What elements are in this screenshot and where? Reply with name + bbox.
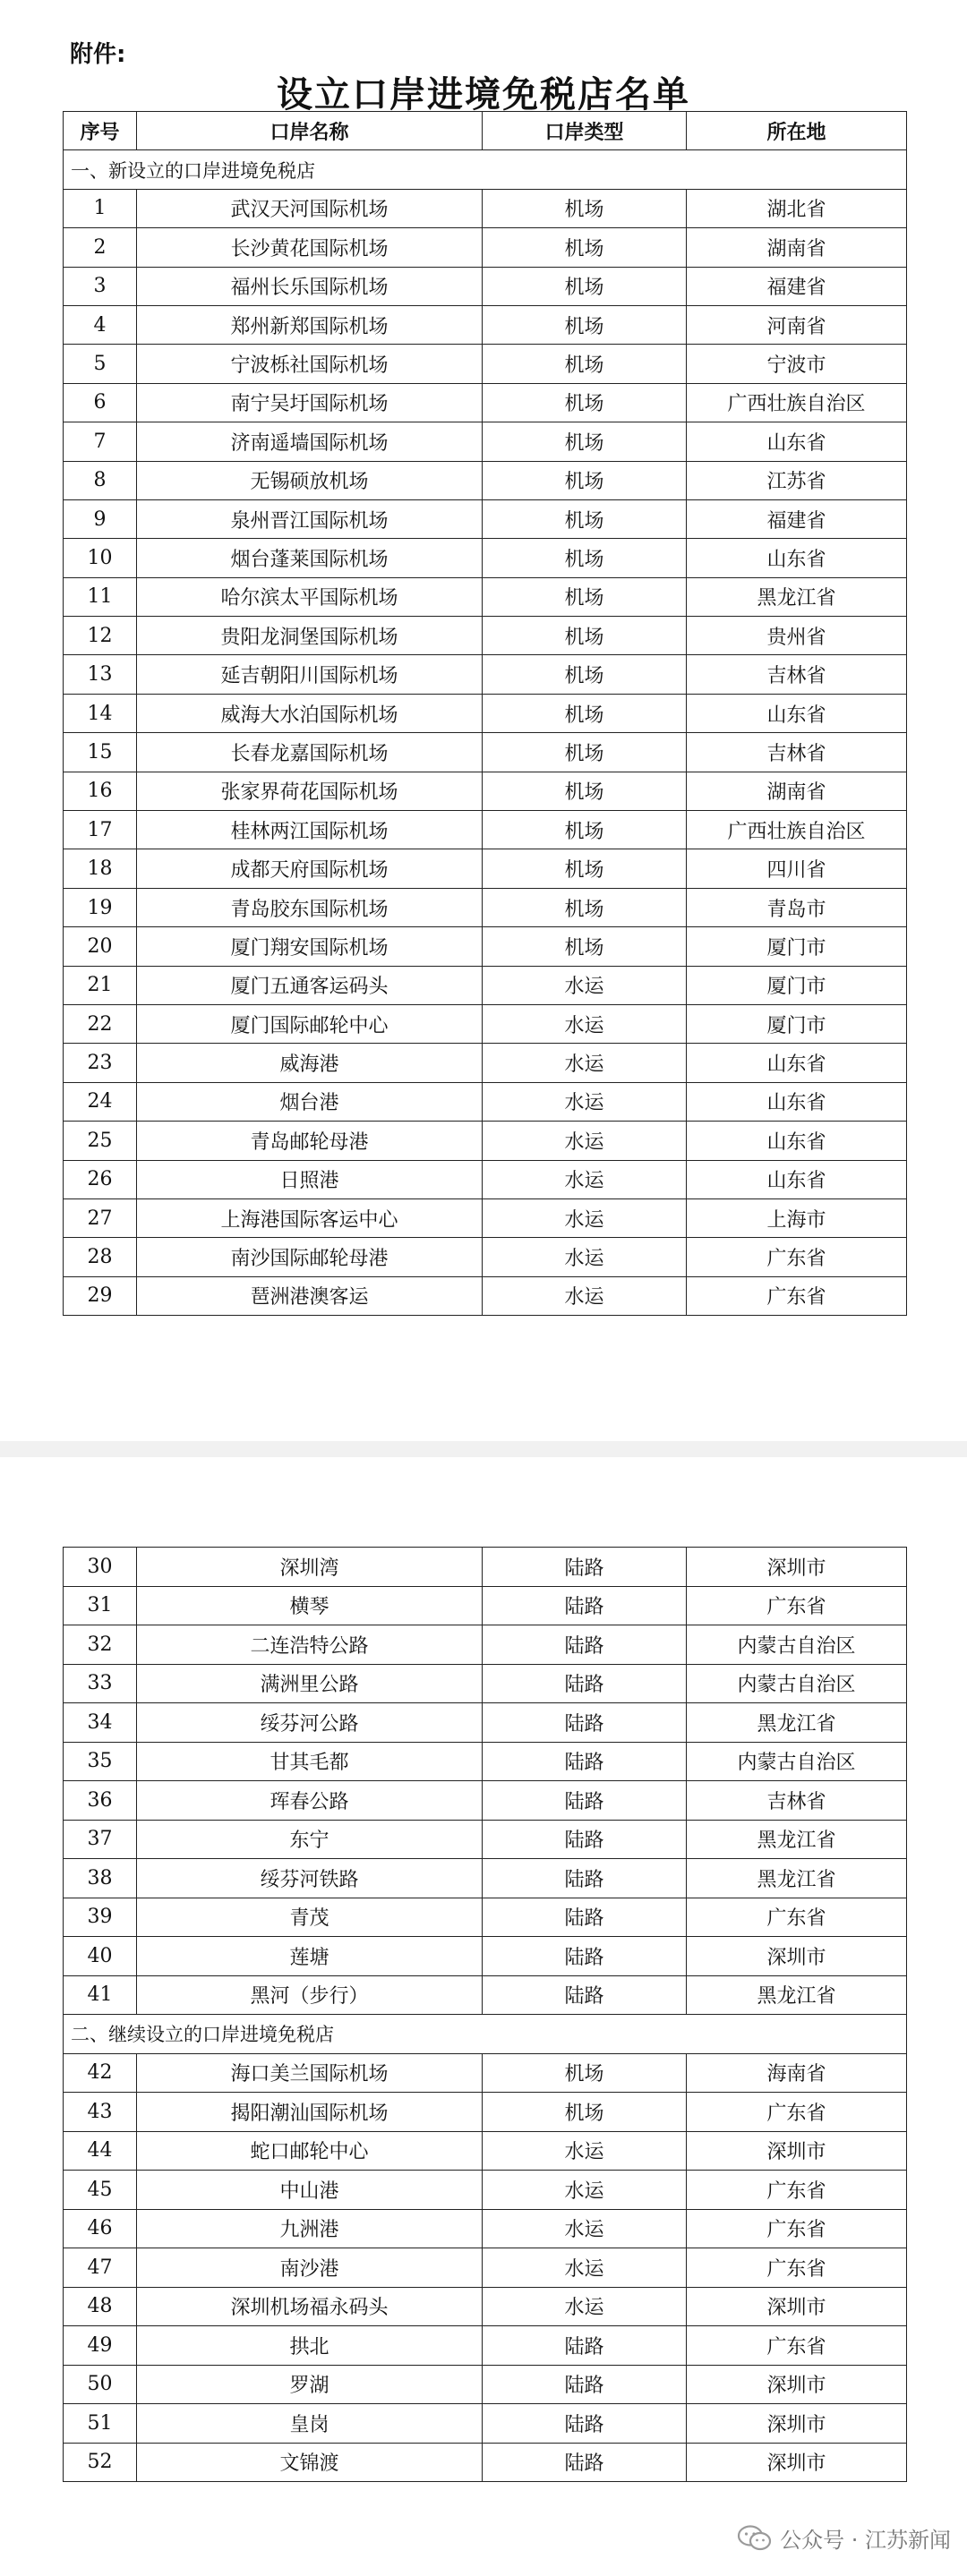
row-port-type: 陆路	[483, 1742, 687, 1781]
row-port-type: 水运	[483, 2287, 687, 2326]
row-port-type: 陆路	[483, 1781, 687, 1821]
row-location: 海南省	[687, 2053, 907, 2093]
row-index: 50	[64, 2365, 137, 2404]
row-port-type: 机场	[483, 694, 687, 732]
duty-free-table-page2	[63, 1547, 907, 2482]
row-port-name: 海口美兰国际机场	[137, 2053, 483, 2093]
row-index: 19	[64, 888, 137, 926]
table-row	[64, 539, 907, 577]
row-index: 38	[64, 1859, 137, 1898]
row-port-name: 哈尔滨太平国际机场	[137, 577, 483, 616]
row-index: 36	[64, 1781, 137, 1821]
row-index: 49	[64, 2326, 137, 2366]
table-row	[64, 189, 907, 227]
row-index: 23	[64, 1044, 137, 1082]
row-location: 黑龙江省	[687, 1703, 907, 1743]
row-location: 广东省	[687, 1238, 907, 1276]
row-port-type: 陆路	[483, 1859, 687, 1898]
row-port-type: 机场	[483, 461, 687, 499]
row-location: 深圳市	[687, 2443, 907, 2482]
row-location: 厦门市	[687, 927, 907, 966]
table-row	[64, 2365, 907, 2404]
row-port-type: 机场	[483, 539, 687, 577]
header-port-name: 口岸名称	[137, 112, 483, 150]
row-port-name: 厦门国际邮轮中心	[137, 1004, 483, 1043]
row-port-name: 深圳湾	[137, 1548, 483, 1587]
row-location: 厦门市	[687, 966, 907, 1004]
row-index: 21	[64, 966, 137, 1004]
row-port-type: 陆路	[483, 1548, 687, 1587]
row-port-type: 陆路	[483, 2404, 687, 2444]
row-port-type: 机场	[483, 733, 687, 772]
row-location: 宁波市	[687, 345, 907, 383]
row-port-type: 机场	[483, 577, 687, 616]
row-port-name: 皇岗	[137, 2404, 483, 2444]
document-title: 设立口岸进境免税店名单	[277, 73, 690, 115]
row-port-name: 贵阳龙洞堡国际机场	[137, 617, 483, 655]
row-location: 山东省	[687, 539, 907, 577]
row-index: 12	[64, 617, 137, 655]
row-port-name: 威海港	[137, 1044, 483, 1082]
table-row	[64, 577, 907, 616]
table-row	[64, 1703, 907, 1743]
table-row	[64, 811, 907, 849]
row-index: 32	[64, 1625, 137, 1665]
row-index: 43	[64, 2093, 137, 2132]
row-index: 3	[64, 267, 137, 305]
row-port-name: 罗湖	[137, 2365, 483, 2404]
table-row	[64, 1044, 907, 1082]
row-port-name: 青茂	[137, 1898, 483, 1937]
table-row	[64, 2171, 907, 2210]
row-index: 7	[64, 422, 137, 461]
row-index: 46	[64, 2209, 137, 2248]
row-index: 41	[64, 1975, 137, 2015]
row-port-name: 长春龙嘉国际机场	[137, 733, 483, 772]
row-port-type: 机场	[483, 811, 687, 849]
table-row	[64, 2287, 907, 2326]
row-index: 51	[64, 2404, 137, 2444]
row-index: 5	[64, 345, 137, 383]
row-port-name: 二连浩特公路	[137, 1625, 483, 1665]
row-port-type: 机场	[483, 383, 687, 422]
row-location: 山东省	[687, 1082, 907, 1121]
table-row	[64, 694, 907, 732]
row-index: 28	[64, 1238, 137, 1276]
row-location: 内蒙古自治区	[687, 1625, 907, 1665]
row-location: 山东省	[687, 694, 907, 732]
row-index: 24	[64, 1082, 137, 1121]
row-index: 22	[64, 1004, 137, 1043]
row-location: 深圳市	[687, 2131, 907, 2171]
table-row	[64, 383, 907, 422]
row-port-type: 水运	[483, 1160, 687, 1198]
row-index: 37	[64, 1820, 137, 1859]
table-row	[64, 267, 907, 305]
row-index: 29	[64, 1276, 137, 1315]
row-location: 厦门市	[687, 1004, 907, 1043]
row-port-name: 青岛胶东国际机场	[137, 888, 483, 926]
row-location: 广东省	[687, 1586, 907, 1625]
row-port-name: 烟台港	[137, 1082, 483, 1121]
table-header-row	[64, 112, 907, 150]
row-port-name: 日照港	[137, 1160, 483, 1198]
row-index: 48	[64, 2287, 137, 2326]
row-port-name: 南沙港	[137, 2248, 483, 2288]
row-port-name: 南沙国际邮轮母港	[137, 1238, 483, 1276]
section-row	[64, 150, 907, 189]
row-location: 湖南省	[687, 772, 907, 810]
page-break	[0, 1441, 967, 1457]
row-port-name: 泉州晋江国际机场	[137, 499, 483, 538]
row-port-type: 水运	[483, 1044, 687, 1082]
row-location: 广西壮族自治区	[687, 383, 907, 422]
row-location: 黑龙江省	[687, 1859, 907, 1898]
row-port-name: 九洲港	[137, 2209, 483, 2248]
row-index: 25	[64, 1122, 137, 1160]
row-port-type: 陆路	[483, 2326, 687, 2366]
row-port-name: 甘其毛都	[137, 1742, 483, 1781]
row-port-name: 厦门翔安国际机场	[137, 927, 483, 966]
row-location: 山东省	[687, 422, 907, 461]
row-port-type: 水运	[483, 1238, 687, 1276]
row-port-name: 黑河（步行）	[137, 1975, 483, 2015]
row-port-type: 水运	[483, 2248, 687, 2288]
row-index: 33	[64, 1664, 137, 1703]
row-port-type: 机场	[483, 345, 687, 383]
row-port-name: 郑州新郑国际机场	[137, 305, 483, 344]
row-location: 广东省	[687, 2171, 907, 2210]
row-index: 6	[64, 383, 137, 422]
table-row	[64, 1238, 907, 1276]
table-row	[64, 1975, 907, 2015]
table-row	[64, 1625, 907, 1665]
table-row	[64, 849, 907, 888]
row-port-type: 水运	[483, 2209, 687, 2248]
header-port-type: 口岸类型	[483, 112, 687, 150]
row-location: 青岛市	[687, 888, 907, 926]
table-row	[64, 2093, 907, 2132]
table-row	[64, 1820, 907, 1859]
row-index: 9	[64, 499, 137, 538]
row-location: 山东省	[687, 1160, 907, 1198]
row-index: 1	[64, 189, 137, 227]
row-location: 江苏省	[687, 461, 907, 499]
row-index: 17	[64, 811, 137, 849]
row-index: 30	[64, 1548, 137, 1587]
row-index: 42	[64, 2053, 137, 2093]
row-port-name: 揭阳潮汕国际机场	[137, 2093, 483, 2132]
row-port-name: 武汉天河国际机场	[137, 189, 483, 227]
row-port-type: 水运	[483, 1004, 687, 1043]
row-port-name: 东宁	[137, 1820, 483, 1859]
row-index: 26	[64, 1160, 137, 1198]
row-port-name: 满洲里公路	[137, 1664, 483, 1703]
row-index: 44	[64, 2131, 137, 2171]
row-location: 广东省	[687, 1276, 907, 1315]
row-index: 2	[64, 228, 137, 267]
footer-text: 公众号 · 江苏新闻	[780, 2528, 951, 2553]
row-index: 52	[64, 2443, 137, 2482]
row-index: 47	[64, 2248, 137, 2288]
table-row	[64, 733, 907, 772]
row-index: 39	[64, 1898, 137, 1937]
row-location: 山东省	[687, 1122, 907, 1160]
row-port-name: 福州长乐国际机场	[137, 267, 483, 305]
table-row	[64, 2131, 907, 2171]
row-location: 福建省	[687, 267, 907, 305]
row-port-type: 机场	[483, 772, 687, 810]
table-row	[64, 888, 907, 926]
row-location: 广西壮族自治区	[687, 811, 907, 849]
wechat-icon	[737, 2524, 773, 2553]
row-location: 湖南省	[687, 228, 907, 267]
table-row	[64, 2053, 907, 2093]
row-port-type: 水运	[483, 1122, 687, 1160]
table-row	[64, 2209, 907, 2248]
row-port-type: 机场	[483, 655, 687, 694]
row-location: 内蒙古自治区	[687, 1664, 907, 1703]
row-port-type: 陆路	[483, 1975, 687, 2015]
row-port-type: 机场	[483, 617, 687, 655]
row-port-type: 水运	[483, 966, 687, 1004]
row-port-name: 张家界荷花国际机场	[137, 772, 483, 810]
row-location: 广东省	[687, 2093, 907, 2132]
row-port-type: 机场	[483, 267, 687, 305]
row-port-name: 上海港国际客运中心	[137, 1198, 483, 1237]
row-port-type: 机场	[483, 305, 687, 344]
row-index: 11	[64, 577, 137, 616]
row-port-name: 长沙黄花国际机场	[137, 228, 483, 267]
row-index: 45	[64, 2171, 137, 2210]
row-index: 8	[64, 461, 137, 499]
row-port-name: 深圳机场福永码头	[137, 2287, 483, 2326]
table-row	[64, 1122, 907, 1160]
table-row	[64, 1742, 907, 1781]
row-index: 10	[64, 539, 137, 577]
table-row	[64, 655, 907, 694]
row-location: 河南省	[687, 305, 907, 344]
row-port-type: 机场	[483, 888, 687, 926]
table-row	[64, 927, 907, 966]
row-index: 27	[64, 1198, 137, 1237]
row-port-name: 厦门五通客运码头	[137, 966, 483, 1004]
row-location: 深圳市	[687, 1548, 907, 1587]
row-location: 广东省	[687, 2326, 907, 2366]
row-location: 上海市	[687, 1198, 907, 1237]
table-row	[64, 2326, 907, 2366]
row-index: 14	[64, 694, 137, 732]
row-location: 湖北省	[687, 189, 907, 227]
table-row	[64, 1276, 907, 1315]
row-port-name: 绥芬河铁路	[137, 1859, 483, 1898]
row-port-type: 陆路	[483, 1898, 687, 1937]
header-location: 所在地	[687, 112, 907, 150]
table-row	[64, 1004, 907, 1043]
row-port-type: 水运	[483, 2131, 687, 2171]
row-index: 35	[64, 1742, 137, 1781]
footer-watermark	[737, 2522, 951, 2554]
table-row	[64, 345, 907, 383]
row-index: 16	[64, 772, 137, 810]
row-port-type: 机场	[483, 2093, 687, 2132]
table-row	[64, 772, 907, 810]
row-location: 吉林省	[687, 733, 907, 772]
row-port-type: 机场	[483, 2053, 687, 2093]
row-port-type: 水运	[483, 2171, 687, 2210]
row-index: 13	[64, 655, 137, 694]
row-location: 内蒙古自治区	[687, 1742, 907, 1781]
row-location: 四川省	[687, 849, 907, 888]
row-port-type: 机场	[483, 228, 687, 267]
table-row	[64, 422, 907, 461]
row-port-name: 济南遥墙国际机场	[137, 422, 483, 461]
row-index: 15	[64, 733, 137, 772]
table-row	[64, 305, 907, 344]
attachment-label: 附件:	[70, 41, 126, 68]
table-row	[64, 966, 907, 1004]
table-row	[64, 1160, 907, 1198]
table-row	[64, 461, 907, 499]
row-port-name: 蛇口邮轮中心	[137, 2131, 483, 2171]
row-index: 20	[64, 927, 137, 966]
row-port-name: 琶洲港澳客运	[137, 1276, 483, 1315]
row-port-type: 陆路	[483, 2443, 687, 2482]
section-title-new: 一、新设立的口岸进境免税店	[64, 150, 907, 189]
table-row	[64, 1937, 907, 1976]
table-row	[64, 228, 907, 267]
row-location: 深圳市	[687, 2287, 907, 2326]
table-row	[64, 1198, 907, 1237]
table-row	[64, 1082, 907, 1121]
row-port-type: 水运	[483, 1276, 687, 1315]
row-port-type: 水运	[483, 1198, 687, 1237]
row-location: 深圳市	[687, 2404, 907, 2444]
row-port-name: 延吉朝阳川国际机场	[137, 655, 483, 694]
table-row	[64, 2248, 907, 2288]
row-port-name: 威海大水泊国际机场	[137, 694, 483, 732]
row-index: 31	[64, 1586, 137, 1625]
section-row	[64, 2015, 907, 2054]
row-location: 黑龙江省	[687, 577, 907, 616]
row-location: 深圳市	[687, 2365, 907, 2404]
duty-free-table-page1	[63, 111, 907, 1316]
row-port-name: 宁波栎社国际机场	[137, 345, 483, 383]
row-port-type: 机场	[483, 927, 687, 966]
row-location: 黑龙江省	[687, 1820, 907, 1859]
row-port-name: 横琴	[137, 1586, 483, 1625]
row-port-type: 陆路	[483, 1586, 687, 1625]
row-port-name: 拱北	[137, 2326, 483, 2366]
row-location: 广东省	[687, 2209, 907, 2248]
table-row	[64, 617, 907, 655]
row-port-name: 绥芬河公路	[137, 1703, 483, 1743]
row-location: 广东省	[687, 2248, 907, 2288]
row-port-name: 珲春公路	[137, 1781, 483, 1821]
row-port-type: 机场	[483, 849, 687, 888]
row-port-name: 桂林两江国际机场	[137, 811, 483, 849]
row-index: 40	[64, 1937, 137, 1976]
row-port-type: 机场	[483, 499, 687, 538]
table-row	[64, 2404, 907, 2444]
row-port-type: 水运	[483, 1082, 687, 1121]
table-row	[64, 1586, 907, 1625]
row-port-name: 无锡硕放机场	[137, 461, 483, 499]
row-location: 深圳市	[687, 1937, 907, 1976]
row-location: 吉林省	[687, 1781, 907, 1821]
row-port-type: 陆路	[483, 1937, 687, 1976]
row-port-type: 陆路	[483, 1625, 687, 1665]
row-port-name: 烟台蓬莱国际机场	[137, 539, 483, 577]
row-port-name: 文锦渡	[137, 2443, 483, 2482]
row-location: 广东省	[687, 1898, 907, 1937]
table-row	[64, 1781, 907, 1821]
row-port-type: 陆路	[483, 1664, 687, 1703]
row-port-name: 青岛邮轮母港	[137, 1122, 483, 1160]
row-port-type: 机场	[483, 189, 687, 227]
row-location: 福建省	[687, 499, 907, 538]
table-row	[64, 1859, 907, 1898]
row-port-name: 莲塘	[137, 1937, 483, 1976]
table-row	[64, 2443, 907, 2482]
row-location: 山东省	[687, 1044, 907, 1082]
row-port-name: 南宁吴圩国际机场	[137, 383, 483, 422]
row-location: 吉林省	[687, 655, 907, 694]
row-port-type: 陆路	[483, 1820, 687, 1859]
row-port-name: 成都天府国际机场	[137, 849, 483, 888]
section-title-continued: 二、继续设立的口岸进境免税店	[64, 2015, 907, 2054]
table-row	[64, 1898, 907, 1937]
row-index: 18	[64, 849, 137, 888]
table-row	[64, 1548, 907, 1587]
row-port-type: 机场	[483, 422, 687, 461]
header-index: 序号	[64, 112, 137, 150]
table-row	[64, 1664, 907, 1703]
row-port-name: 中山港	[137, 2171, 483, 2210]
row-location: 黑龙江省	[687, 1975, 907, 2015]
row-port-type: 陆路	[483, 2365, 687, 2404]
row-index: 34	[64, 1703, 137, 1743]
row-index: 4	[64, 305, 137, 344]
table-row	[64, 499, 907, 538]
row-port-type: 陆路	[483, 1703, 687, 1743]
row-location: 贵州省	[687, 617, 907, 655]
